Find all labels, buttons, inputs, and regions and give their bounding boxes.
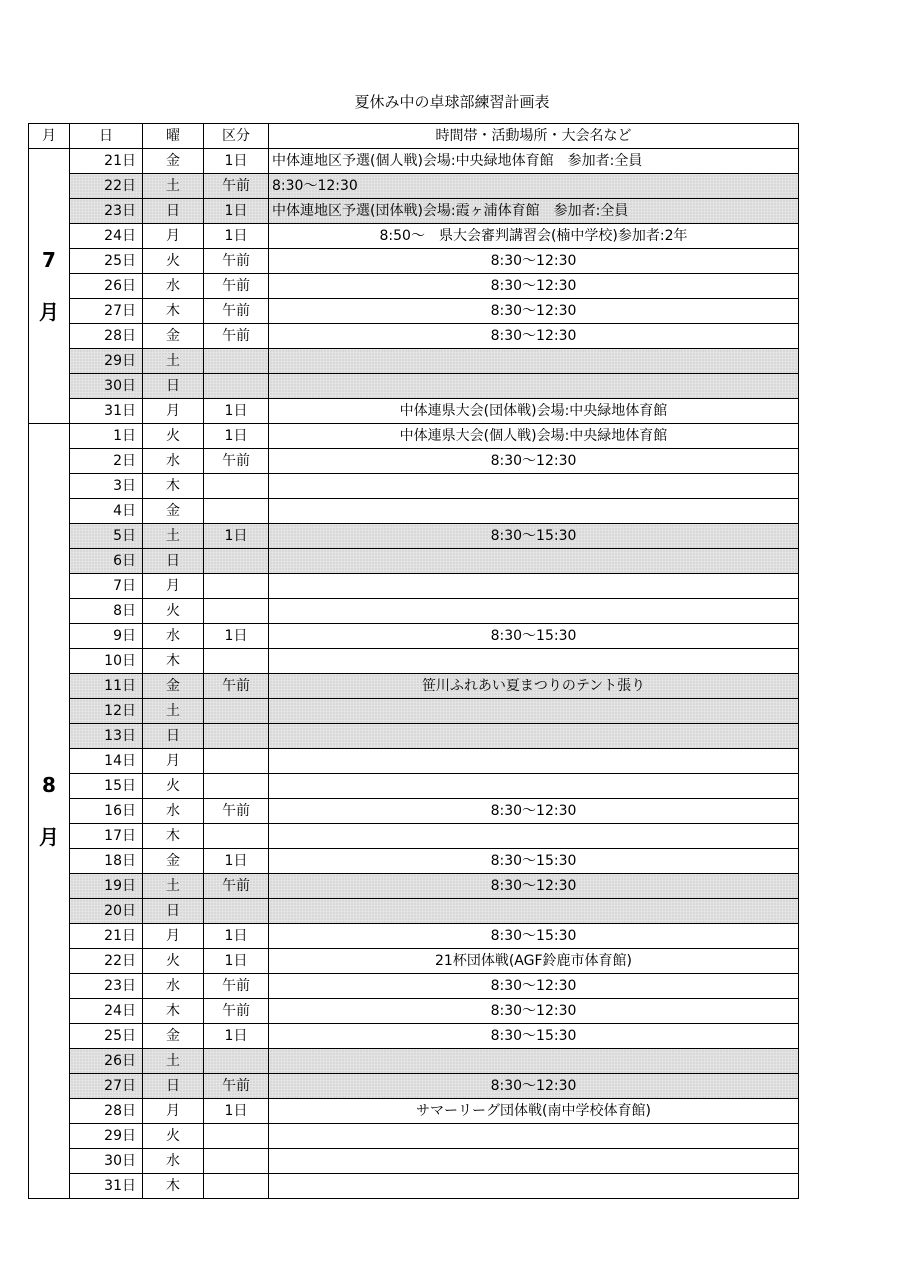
session-cell (204, 374, 269, 399)
session-cell: 1日 (204, 949, 269, 974)
content-cell: 8:30〜12:30 (269, 874, 799, 899)
content-cell (269, 1124, 799, 1149)
day-cell: 23日 (70, 974, 143, 999)
day-cell: 31日 (70, 1174, 143, 1199)
weekday-cell: 金 (143, 849, 204, 874)
session-cell: 1日 (204, 224, 269, 249)
header-day: 日 (70, 124, 143, 149)
month-label (29, 424, 70, 1199)
weekday-cell: 日 (143, 549, 204, 574)
session-cell: 1日 (204, 924, 269, 949)
content-cell (269, 899, 799, 924)
month-label (29, 149, 70, 424)
session-cell (204, 699, 269, 724)
session-cell: 午前 (204, 274, 269, 299)
day-cell: 17日 (70, 824, 143, 849)
day-cell: 30日 (70, 374, 143, 399)
table-row (29, 599, 799, 624)
content-cell: 8:30〜12:30 (269, 974, 799, 999)
table-row (29, 1174, 799, 1199)
session-cell (204, 749, 269, 774)
session-cell (204, 1124, 269, 1149)
weekday-cell: 土 (143, 174, 204, 199)
session-cell: 1日 (204, 199, 269, 224)
day-cell: 31日 (70, 399, 143, 424)
day-cell: 27日 (70, 299, 143, 324)
header-weekday: 曜 (143, 124, 204, 149)
month-unit: 月 (39, 825, 59, 849)
table-row (29, 699, 799, 724)
content-cell: 8:30〜15:30 (269, 624, 799, 649)
session-cell: 午前 (204, 974, 269, 999)
table-row (29, 974, 799, 999)
day-cell: 6日 (70, 549, 143, 574)
session-cell: 午前 (204, 674, 269, 699)
content-cell (269, 1174, 799, 1199)
session-cell: 午前 (204, 449, 269, 474)
weekday-cell: 月 (143, 924, 204, 949)
table-row (29, 449, 799, 474)
table-row (29, 674, 799, 699)
weekday-cell: 土 (143, 699, 204, 724)
weekday-cell: 木 (143, 299, 204, 324)
weekday-cell: 金 (143, 674, 204, 699)
session-cell (204, 649, 269, 674)
weekday-cell: 水 (143, 974, 204, 999)
day-cell: 23日 (70, 199, 143, 224)
session-cell: 午前 (204, 874, 269, 899)
session-cell (204, 349, 269, 374)
day-cell: 14日 (70, 749, 143, 774)
table-row (29, 624, 799, 649)
content-cell (269, 549, 799, 574)
content-cell (269, 749, 799, 774)
table-row (29, 799, 799, 824)
weekday-cell: 土 (143, 524, 204, 549)
content-cell: 8:30〜15:30 (269, 1024, 799, 1049)
day-cell: 25日 (70, 1024, 143, 1049)
weekday-cell: 日 (143, 899, 204, 924)
session-cell (204, 899, 269, 924)
content-cell (269, 1149, 799, 1174)
content-cell: 中体連地区予選(個人戦)会場:中央緑地体育館 参加者:全員 (269, 149, 799, 174)
session-cell (204, 474, 269, 499)
table-row (29, 399, 799, 424)
day-cell: 8日 (70, 599, 143, 624)
day-cell: 24日 (70, 224, 143, 249)
session-cell: 午前 (204, 1074, 269, 1099)
session-cell (204, 499, 269, 524)
table-row (29, 274, 799, 299)
table-row (29, 824, 799, 849)
table-row (29, 724, 799, 749)
weekday-cell: 水 (143, 624, 204, 649)
session-cell (204, 549, 269, 574)
content-cell (269, 374, 799, 399)
table-row (29, 774, 799, 799)
session-cell (204, 1174, 269, 1199)
day-cell: 25日 (70, 249, 143, 274)
table-row (29, 749, 799, 774)
month-number: 7 (42, 248, 56, 272)
session-cell (204, 774, 269, 799)
table-row (29, 1124, 799, 1149)
content-cell (269, 774, 799, 799)
table-row (29, 1074, 799, 1099)
weekday-cell: 日 (143, 199, 204, 224)
table-row (29, 174, 799, 199)
weekday-cell: 日 (143, 724, 204, 749)
weekday-cell: 水 (143, 799, 204, 824)
day-cell: 18日 (70, 849, 143, 874)
content-cell (269, 649, 799, 674)
weekday-cell: 土 (143, 349, 204, 374)
table-row (29, 549, 799, 574)
day-cell: 22日 (70, 949, 143, 974)
content-cell (269, 824, 799, 849)
content-cell: 中体連地区予選(団体戦)会場:霞ヶ浦体育館 参加者:全員 (269, 199, 799, 224)
day-cell: 28日 (70, 1099, 143, 1124)
day-cell: 2日 (70, 449, 143, 474)
table-row (29, 1024, 799, 1049)
day-cell: 12日 (70, 699, 143, 724)
day-cell: 16日 (70, 799, 143, 824)
session-cell: 1日 (204, 424, 269, 449)
content-cell: 21杯団体戦(AGF鈴鹿市体育館) (269, 949, 799, 974)
day-cell: 29日 (70, 1124, 143, 1149)
table-row (29, 424, 799, 449)
weekday-cell: 水 (143, 1149, 204, 1174)
day-cell: 15日 (70, 774, 143, 799)
weekday-cell: 月 (143, 574, 204, 599)
table-row (29, 1149, 799, 1174)
content-cell (269, 499, 799, 524)
weekday-cell: 火 (143, 249, 204, 274)
day-cell: 24日 (70, 999, 143, 1024)
table-row (29, 474, 799, 499)
weekday-cell: 月 (143, 399, 204, 424)
content-cell: 笹川ふれあい夏まつりのテント張り (269, 674, 799, 699)
weekday-cell: 金 (143, 1024, 204, 1049)
weekday-cell: 月 (143, 749, 204, 774)
session-cell (204, 824, 269, 849)
content-cell (269, 699, 799, 724)
table-row (29, 1049, 799, 1074)
day-cell: 5日 (70, 524, 143, 549)
day-cell: 21日 (70, 924, 143, 949)
table-row (29, 1099, 799, 1124)
table-row (29, 324, 799, 349)
session-cell: 1日 (204, 524, 269, 549)
day-cell: 27日 (70, 1074, 143, 1099)
content-cell: 8:30〜12:30 (269, 1074, 799, 1099)
table-row (29, 649, 799, 674)
header-row (29, 124, 799, 149)
weekday-cell: 火 (143, 949, 204, 974)
session-cell: 午前 (204, 299, 269, 324)
weekday-cell: 日 (143, 1074, 204, 1099)
weekday-cell: 水 (143, 449, 204, 474)
weekday-cell: 金 (143, 324, 204, 349)
session-cell: 1日 (204, 849, 269, 874)
content-cell: 8:30〜12:30 (269, 299, 799, 324)
day-cell: 20日 (70, 899, 143, 924)
session-cell: 1日 (204, 624, 269, 649)
header-content: 時間帯・活動場所・大会名など (269, 124, 799, 149)
weekday-cell: 水 (143, 274, 204, 299)
table-row (29, 999, 799, 1024)
weekday-cell: 火 (143, 1124, 204, 1149)
session-cell (204, 574, 269, 599)
table-row (29, 374, 799, 399)
content-cell: 8:30〜12:30 (269, 324, 799, 349)
day-cell: 7日 (70, 574, 143, 599)
weekday-cell: 月 (143, 224, 204, 249)
weekday-cell: 火 (143, 424, 204, 449)
weekday-cell: 月 (143, 1099, 204, 1124)
content-cell: 8:30〜12:30 (269, 274, 799, 299)
weekday-cell: 金 (143, 149, 204, 174)
month-number: 8 (42, 773, 56, 797)
session-cell: 午前 (204, 174, 269, 199)
day-cell: 21日 (70, 149, 143, 174)
table-row (29, 899, 799, 924)
content-cell: 中体連県大会(個人戦)会場:中央緑地体育館 (269, 424, 799, 449)
weekday-cell: 金 (143, 499, 204, 524)
session-cell (204, 724, 269, 749)
day-cell: 4日 (70, 499, 143, 524)
schedule-table (28, 123, 799, 1199)
day-cell: 3日 (70, 474, 143, 499)
content-cell: サマーリーグ団体戦(南中学校体育館) (269, 1099, 799, 1124)
content-cell (269, 724, 799, 749)
session-cell: 午前 (204, 324, 269, 349)
content-cell: 中体連県大会(団体戦)会場:中央緑地体育館 (269, 399, 799, 424)
content-cell (269, 1049, 799, 1074)
table-row (29, 149, 799, 174)
session-cell (204, 1149, 269, 1174)
content-cell: 8:30〜12:30 (269, 449, 799, 474)
day-cell: 28日 (70, 324, 143, 349)
weekday-cell: 土 (143, 1049, 204, 1074)
header-session: 区分 (204, 124, 269, 149)
day-cell: 22日 (70, 174, 143, 199)
day-cell: 30日 (70, 1149, 143, 1174)
day-cell: 26日 (70, 1049, 143, 1074)
content-cell: 8:50〜 県大会審判講習会(楠中学校)参加者:2年 (269, 224, 799, 249)
content-cell (269, 574, 799, 599)
day-cell: 29日 (70, 349, 143, 374)
schedule-body (29, 149, 799, 1199)
table-row (29, 524, 799, 549)
weekday-cell: 木 (143, 1174, 204, 1199)
content-cell: 8:30〜15:30 (269, 849, 799, 874)
header-month: 月 (29, 124, 70, 149)
weekday-cell: 火 (143, 599, 204, 624)
table-row (29, 349, 799, 374)
day-cell: 13日 (70, 724, 143, 749)
session-cell: 1日 (204, 1099, 269, 1124)
session-cell (204, 599, 269, 624)
weekday-cell: 木 (143, 474, 204, 499)
table-row (29, 199, 799, 224)
content-cell: 8:30〜12:30 (269, 174, 799, 199)
table-row (29, 924, 799, 949)
table-row (29, 249, 799, 274)
content-cell: 8:30〜15:30 (269, 524, 799, 549)
table-row (29, 224, 799, 249)
content-cell: 8:30〜12:30 (269, 249, 799, 274)
session-cell: 1日 (204, 399, 269, 424)
weekday-cell: 土 (143, 874, 204, 899)
content-cell: 8:30〜12:30 (269, 999, 799, 1024)
content-cell: 8:30〜15:30 (269, 924, 799, 949)
table-row (29, 499, 799, 524)
session-cell: 1日 (204, 149, 269, 174)
table-row (29, 874, 799, 899)
day-cell: 1日 (70, 424, 143, 449)
table-row (29, 574, 799, 599)
day-cell: 10日 (70, 649, 143, 674)
table-row (29, 299, 799, 324)
session-cell: 午前 (204, 999, 269, 1024)
session-cell: 午前 (204, 799, 269, 824)
content-cell: 8:30〜12:30 (269, 799, 799, 824)
day-cell: 19日 (70, 874, 143, 899)
content-cell (269, 474, 799, 499)
day-cell: 26日 (70, 274, 143, 299)
weekday-cell: 木 (143, 649, 204, 674)
table-row (29, 949, 799, 974)
session-cell (204, 1049, 269, 1074)
day-cell: 11日 (70, 674, 143, 699)
weekday-cell: 日 (143, 374, 204, 399)
day-cell: 9日 (70, 624, 143, 649)
session-cell: 午前 (204, 249, 269, 274)
content-cell (269, 599, 799, 624)
page-title: 夏休み中の卓球部練習計画表 (354, 93, 550, 111)
table-row (29, 849, 799, 874)
weekday-cell: 木 (143, 999, 204, 1024)
month-unit: 月 (39, 300, 59, 324)
weekday-cell: 木 (143, 824, 204, 849)
session-cell: 1日 (204, 1024, 269, 1049)
content-cell (269, 349, 799, 374)
weekday-cell: 火 (143, 774, 204, 799)
